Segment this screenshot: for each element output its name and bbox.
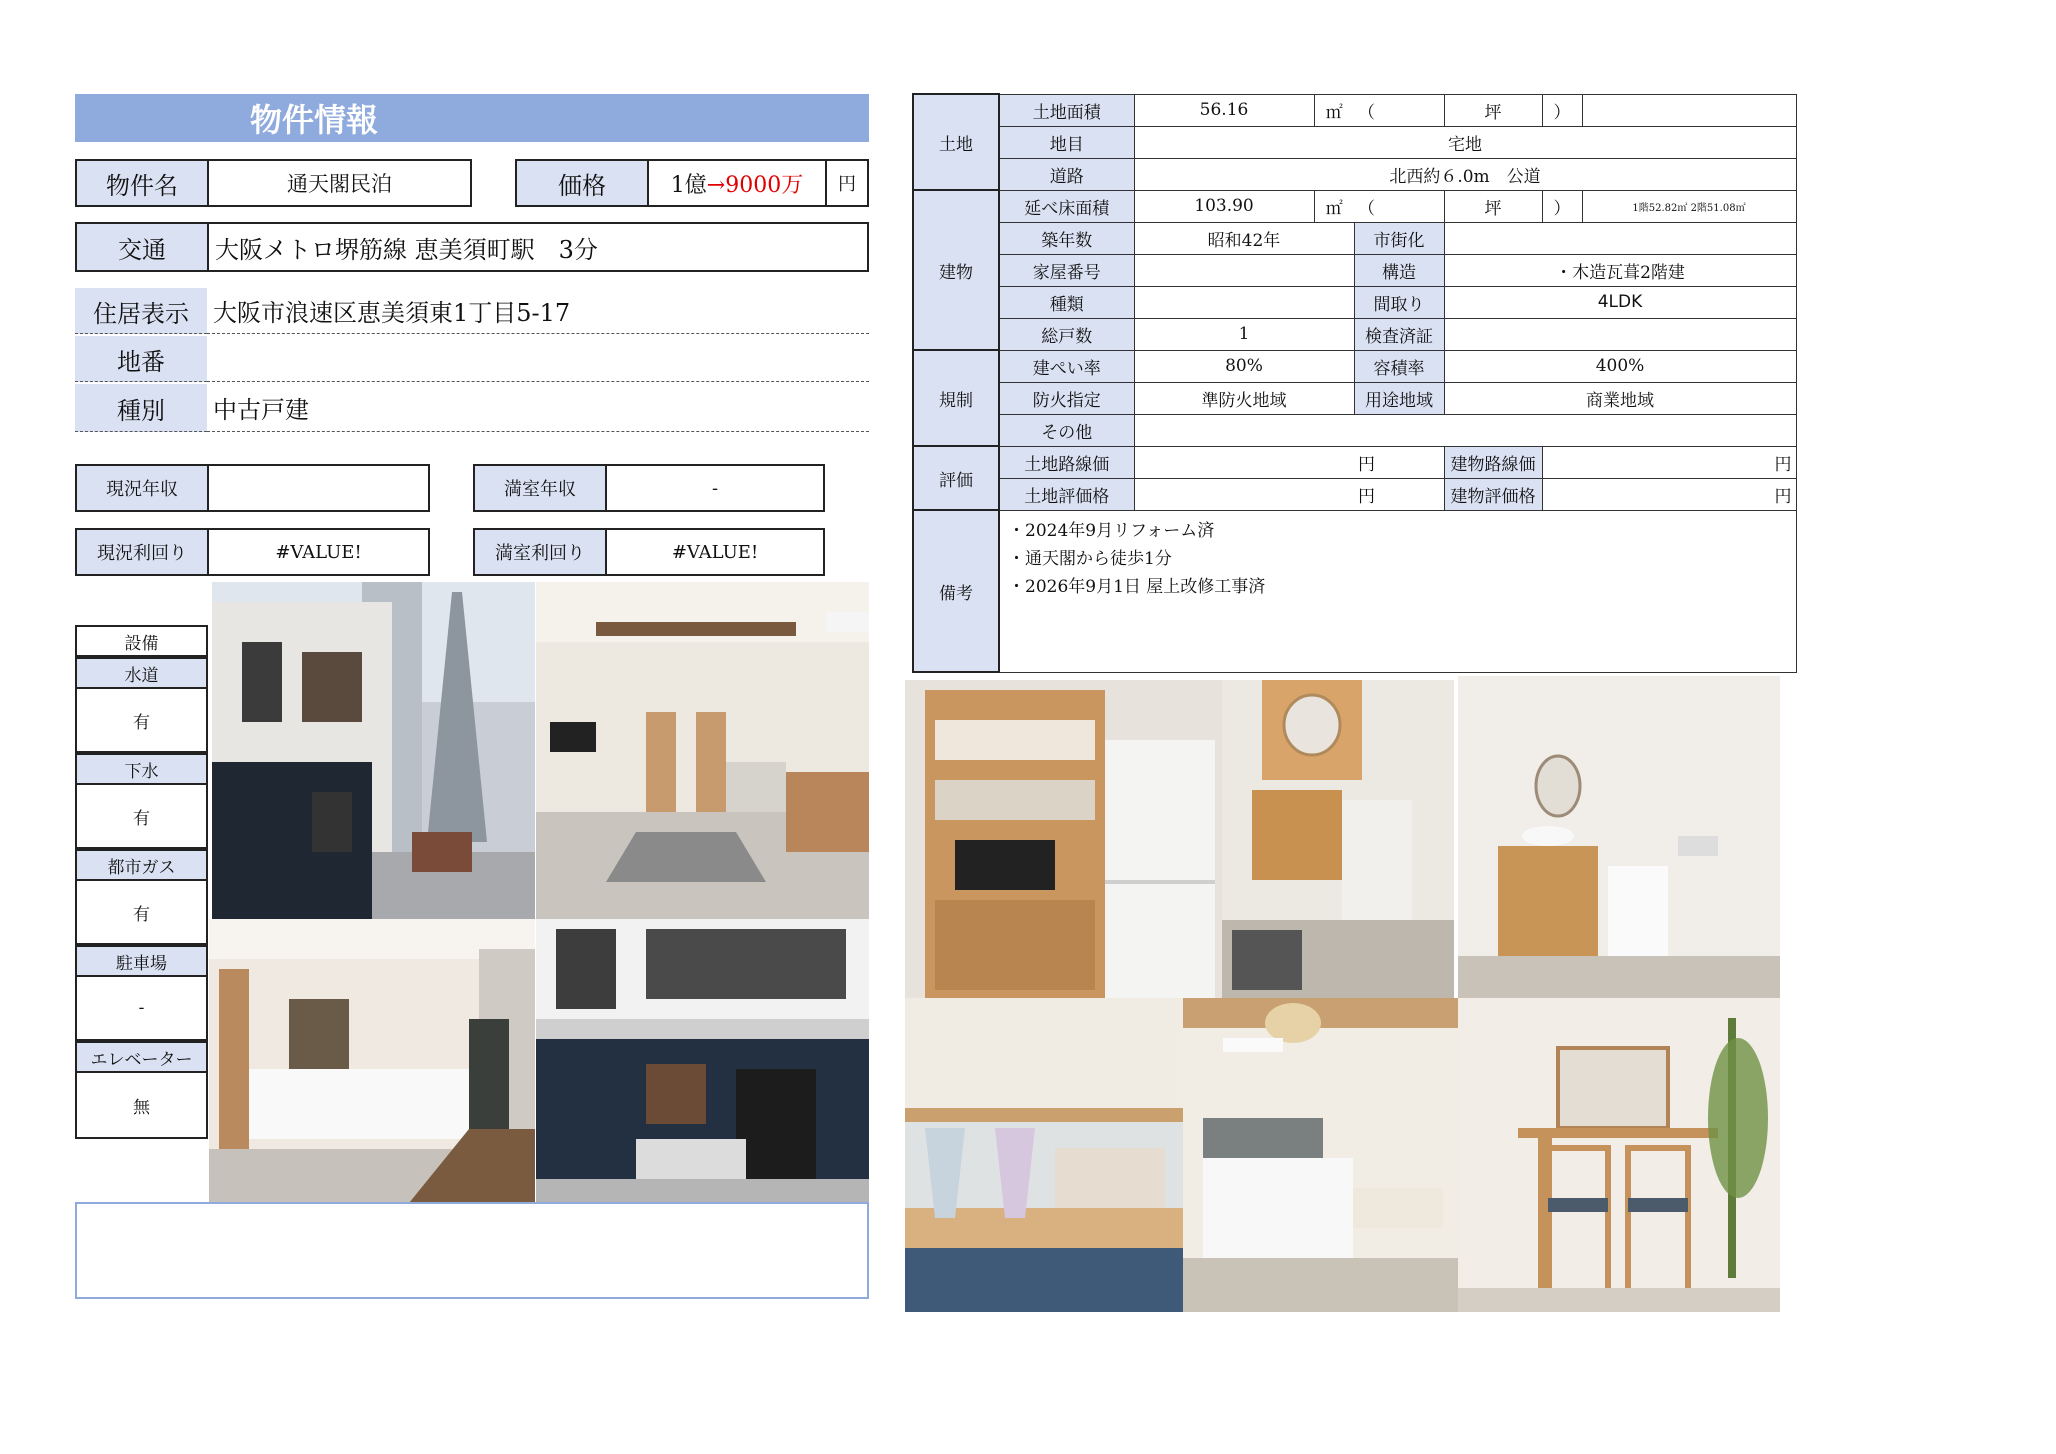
page-title: 物件情報	[75, 94, 869, 142]
current-income-label: 現況年収	[75, 464, 209, 512]
counter-stools-photo	[1458, 998, 1780, 1312]
equipment-parking-label: 駐車場	[75, 945, 208, 977]
living-room-photo	[536, 582, 869, 919]
inspection-cert-value	[1444, 318, 1796, 350]
glassware-photo	[905, 998, 1183, 1312]
bcr-label: 建ぺい率	[999, 350, 1134, 382]
far-value: 400%	[1444, 350, 1796, 382]
building-assessed-unit: 円	[1542, 478, 1796, 510]
equipment-sewer-value: 有	[75, 785, 208, 849]
property-name-label: 物件名	[75, 159, 209, 207]
type-divider	[75, 384, 207, 432]
remark-line: ・2026年9月1日 屋上改修工事済	[1008, 576, 1266, 597]
land-assessed-unit: 円	[1354, 478, 1444, 510]
washroom-photo	[1222, 680, 1454, 998]
lot-divider	[75, 336, 207, 382]
structure-value: ・木造瓦葺2階建	[1444, 254, 1796, 286]
floor-paren-open: （	[1354, 190, 1444, 222]
price-value-revised: →9000万	[706, 172, 804, 198]
structure-label: 構造	[1354, 254, 1444, 286]
property-name-value: 通天閣民泊	[207, 159, 472, 207]
building-route-price-unit: 円	[1542, 446, 1796, 478]
full-income-label: 満室年収	[473, 464, 607, 512]
equipment-gas-value: 有	[75, 881, 208, 945]
remark-line: ・2024年9月リフォーム済	[1008, 520, 1215, 541]
land-area-label: 土地面積	[999, 94, 1134, 126]
house-number-label: 家屋番号	[999, 254, 1134, 286]
land-paren-close: ）	[1542, 94, 1582, 126]
road-value: 北西約６.0m 公道	[1134, 158, 1796, 190]
land-category-value: 宅地	[1134, 126, 1796, 158]
property-detail-table	[912, 93, 1797, 673]
access-label: 交通	[75, 222, 209, 272]
land-route-price-label: 土地路線価	[999, 446, 1134, 478]
lot-label: 地番	[75, 336, 207, 382]
type-label: 種別	[75, 384, 207, 432]
small-bedroom-photo	[1183, 998, 1458, 1312]
floor-area-label: 延べ床面積	[999, 190, 1134, 222]
land-area-value: 56.16	[1134, 94, 1314, 126]
price-label: 価格	[515, 159, 649, 207]
equipment-header: 設備	[75, 625, 208, 657]
address-divider	[75, 288, 207, 334]
use-zone-label: 用途地域	[1354, 382, 1444, 414]
type-value: 中古戸建	[207, 384, 869, 432]
valuation-section-label: 評価	[913, 446, 999, 510]
floor-area-value: 103.90	[1134, 190, 1314, 222]
equipment-sewer-label: 下水	[75, 753, 208, 785]
building-kind-value	[1134, 286, 1354, 318]
equipment-elevator-label: エレベーター	[75, 1041, 208, 1073]
house-number-value	[1134, 254, 1354, 286]
price-value	[647, 159, 827, 207]
land-assessed-label: 土地評価格	[999, 478, 1134, 510]
urbanization-label: 市街化	[1354, 222, 1444, 254]
full-yield-value: #VALUE!	[605, 528, 825, 576]
exterior-front-photo	[536, 919, 869, 1203]
land-area-unit: ㎡	[1314, 94, 1354, 126]
current-yield-value: #VALUE!	[207, 528, 430, 576]
total-units-value: 1	[1134, 318, 1354, 350]
building-age-label: 築年数	[999, 222, 1134, 254]
kitchen-shelf-photo	[905, 680, 1222, 998]
fire-zone-value: 準防火地域	[1134, 382, 1354, 414]
floor-plan-value: 4LDK	[1444, 286, 1796, 318]
total-units-label: 総戸数	[999, 318, 1134, 350]
remarks-section-label: 備考	[913, 510, 999, 672]
memo-box	[75, 1202, 869, 1299]
road-label: 道路	[999, 158, 1134, 190]
land-category-label: 地目	[999, 126, 1134, 158]
bcr-value: 80%	[1134, 350, 1354, 382]
floor-tsubo-unit: 坪	[1444, 190, 1542, 222]
building-kind-label: 種類	[999, 286, 1134, 318]
land-area-note	[1582, 94, 1796, 126]
remark-line: ・通天閣から徒歩1分	[1008, 548, 1172, 569]
land-section-label: 土地	[913, 94, 999, 190]
exterior-tower-photo	[212, 582, 535, 919]
price-unit: 円	[825, 159, 869, 207]
full-income-value: -	[605, 464, 825, 512]
land-route-price-unit: 円	[1354, 446, 1444, 478]
current-yield-label: 現況利回り	[75, 528, 209, 576]
equipment-gas-label: 都市ガス	[75, 849, 208, 881]
land-paren-open: （	[1354, 94, 1444, 126]
land-tsubo-unit: 坪	[1444, 94, 1542, 126]
far-label: 容積率	[1354, 350, 1444, 382]
access-value: 大阪メトロ堺筋線 恵美須町駅 3分	[207, 222, 869, 272]
toilet-room-photo	[1458, 676, 1780, 998]
land-assessed-value	[1134, 478, 1354, 510]
bedroom-photo	[209, 919, 535, 1203]
full-yield-label: 満室利回り	[473, 528, 607, 576]
floor-plan-label: 間取り	[1354, 286, 1444, 318]
other-regulation-label: その他	[999, 414, 1134, 446]
floor-area-note: 1階52.82㎡ 2階51.08㎡	[1582, 190, 1796, 222]
equipment-parking-value: -	[75, 977, 208, 1041]
land-route-price-value	[1134, 446, 1354, 478]
building-assessed-label: 建物評価格	[1444, 478, 1542, 510]
remarks-body	[999, 510, 1796, 672]
equipment-elevator-value: 無	[75, 1073, 208, 1139]
floor-paren-close: ）	[1542, 190, 1582, 222]
fire-zone-label: 防火指定	[999, 382, 1134, 414]
address-value: 大阪市浪速区恵美須東1丁目5-17	[207, 288, 869, 334]
equipment-water-label: 水道	[75, 657, 208, 689]
floor-area-unit: ㎡	[1314, 190, 1354, 222]
building-route-price-label: 建物路線価	[1444, 446, 1542, 478]
lot-value	[207, 336, 869, 382]
building-age-value: 昭和42年	[1134, 222, 1354, 254]
regulation-section-label: 規制	[913, 350, 999, 446]
current-income-value	[207, 464, 430, 512]
use-zone-value: 商業地域	[1444, 382, 1796, 414]
other-regulation-value	[1134, 414, 1796, 446]
address-label: 住居表示	[75, 288, 207, 334]
inspection-cert-label: 検査済証	[1354, 318, 1444, 350]
equipment-water-value: 有	[75, 689, 208, 753]
building-section-label: 建物	[913, 190, 999, 350]
price-value-main: 1億	[670, 172, 707, 198]
urbanization-value	[1444, 222, 1796, 254]
